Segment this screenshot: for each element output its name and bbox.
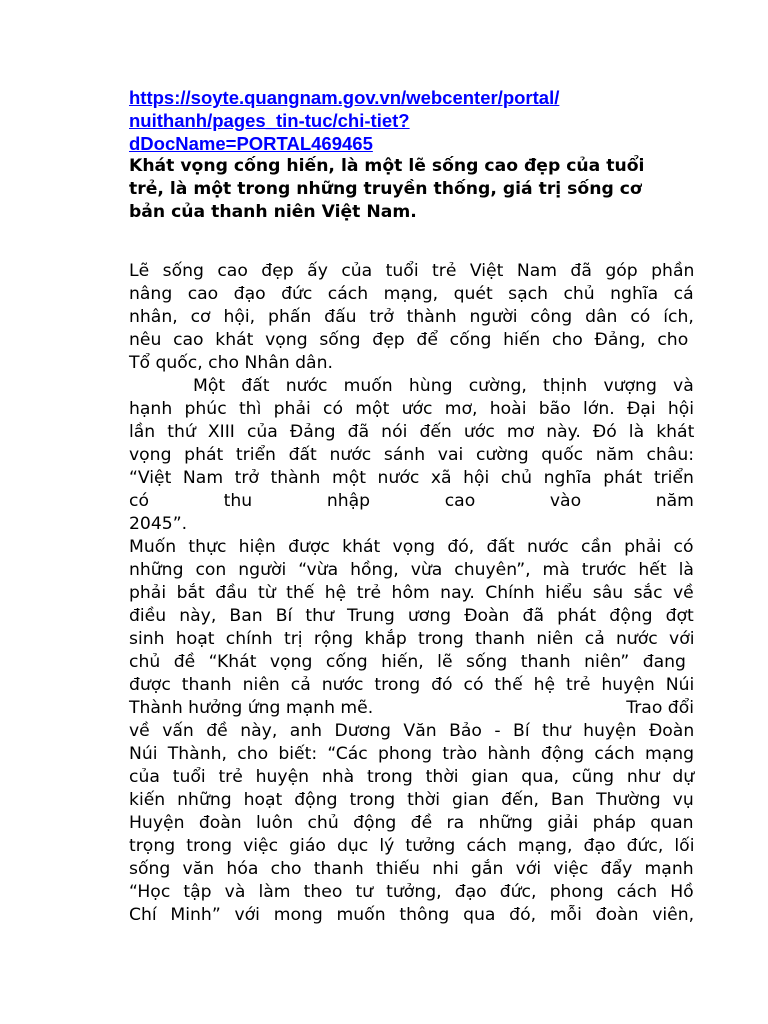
body-line: chủ đề “Khát vọng cống hiến, lẽ sống thanh niên” đang bbox=[129, 652, 686, 672]
body-line: Muốn thực hiện được khát vọng đó, đất nước cần phải có bbox=[129, 537, 694, 557]
body-line: hạnh phúc thì phải có một ước mơ, hoài bão lớn. Đại hội bbox=[129, 399, 695, 419]
body-line: được thanh niên cả nước trong đó có thế hệ trẻ huyện Núi bbox=[129, 675, 695, 695]
body-line: Lẽ sống cao đẹp ấy của tuổi trẻ Việt Nam đã góp phần bbox=[129, 261, 695, 281]
source-link-line[interactable]: nuithanh/pages_tin-tuc/chi-tiet? bbox=[129, 110, 410, 131]
body-line: nhân, cơ hội, phấn đấu trở thành người công dân có ích, bbox=[129, 307, 694, 327]
body-line: trọng trong việc giáo dục lý tưởng cách mạng, đạo đức, lối bbox=[129, 836, 695, 856]
document-page bbox=[129, 86, 694, 927]
body-line: “Học tập và làm theo tư tưởng, đạo đức, phong cách Hồ bbox=[129, 882, 694, 902]
source-link[interactable] bbox=[129, 86, 694, 155]
source-link-line[interactable]: https://soyte.quangnam.gov.vn/webcenter/portal/ bbox=[129, 87, 560, 108]
body-line: Tổ quốc, cho Nhân dân. bbox=[129, 353, 333, 373]
body-line: vọng phát triển đất nước sánh vai cường quốc năm châu: bbox=[129, 445, 695, 465]
article-body bbox=[129, 260, 694, 927]
body-line: nâng cao đạo đức cách mạng, quét sạch chủ nghĩa cá bbox=[129, 284, 694, 304]
body-line: phải bắt đầu từ thế hệ trẻ hôm nay. Chính hiểu sâu sắc về bbox=[129, 583, 694, 603]
headline-line: trẻ, là một trong những truyền thống, giá trị sống cơ bbox=[129, 179, 642, 199]
body-line: những con người “vừa hồng, vừa chuyên”, mà trước hết là bbox=[129, 560, 694, 580]
body-line-split bbox=[129, 697, 694, 720]
body-line: sinh hoạt chính trị rộng khắp trong thanh niên cả nước với bbox=[129, 629, 695, 649]
source-link-line[interactable]: dDocName=PORTAL469465 bbox=[129, 133, 373, 154]
body-line: điều này, Ban Bí thư Trung ương Đoàn đã phát động đợt bbox=[129, 606, 694, 626]
body-line: Huyện đoàn luôn chủ động đề ra những giải pháp quan bbox=[129, 813, 694, 833]
body-line: có thu nhập cao vào năm bbox=[129, 491, 694, 511]
body-line: kiến những hoạt động trong thời gian đến, Ban Thường vụ bbox=[129, 790, 694, 810]
body-line: Thành hưởng ứng mạnh mẽ. bbox=[129, 698, 374, 718]
body-line: Núi Thành, cho biết: “Các phong trào hành động cách mạng bbox=[129, 744, 695, 764]
body-line: nêu cao khát vọng sống đẹp để cống hiến cho Đảng, cho bbox=[129, 330, 689, 350]
body-line: 2045”. bbox=[129, 514, 188, 534]
body-line: về vấn đề này, anh Dương Văn Bảo - Bí thư huyện Đoàn bbox=[129, 721, 695, 741]
body-line: Chí Minh” với mong muốn thông qua đó, mỗi đoàn viên, bbox=[129, 905, 695, 925]
body-line: lần thứ XIII của Đảng đã nói đến ước mơ này. Đó là khát bbox=[129, 422, 695, 442]
article-headline bbox=[129, 155, 694, 224]
body-line: Một đất nước muốn hùng cường, thịnh vượng và bbox=[193, 376, 694, 396]
body-line: “Việt Nam trở thành một nước xã hội chủ nghĩa phát triển bbox=[129, 468, 694, 488]
body-line: Trao đổi bbox=[626, 698, 694, 718]
body-line: sống văn hóa cho thanh thiếu nhi gắn với việc đẩy mạnh bbox=[129, 859, 694, 879]
headline-line: Khát vọng cống hiến, là một lẽ sống cao đẹp của tuổi bbox=[129, 156, 645, 176]
body-line: của tuổi trẻ huyện nhà trong thời gian qua, cũng như dự bbox=[129, 767, 695, 787]
headline-line: bản của thanh niên Việt Nam. bbox=[129, 202, 417, 222]
